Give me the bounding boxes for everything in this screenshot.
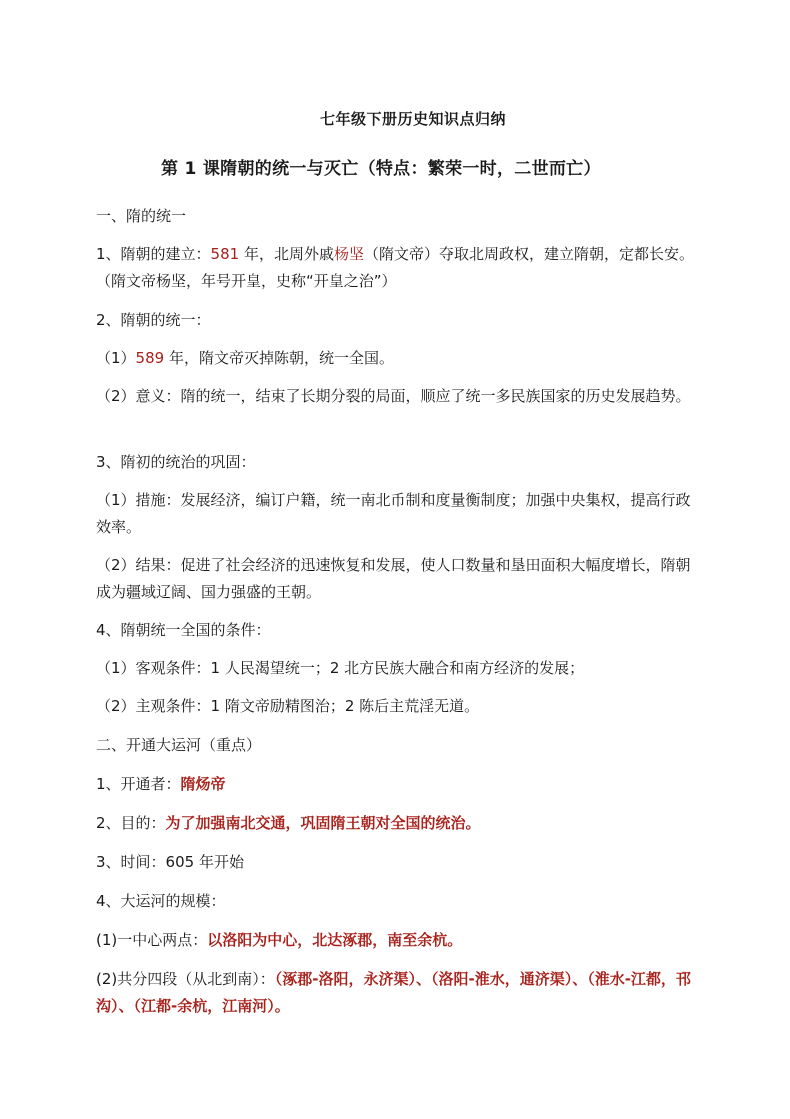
- section-heading-unification: 一、隋的统一: [96, 207, 187, 225]
- paragraph-measures: （1）措施：发展经济，编订户籍，统一南北币制和度量衡制度；加强中央集权，提高行政效率。: [96, 491, 691, 536]
- highlight-purpose: 为了加强南北交通，巩固隋王朝对全国的统治。: [165, 814, 481, 832]
- highlight-sections: （涿郡-洛阳，永济渠）、（洛阳-淮水，通济渠）、（淮水-江都，邗沟）、（江都-余杭，江南河）。: [96, 970, 691, 1015]
- text: (2)共分四段（从北到南）：: [96, 970, 275, 988]
- paragraph-589: [96, 345, 700, 372]
- paragraph-objective-conditions: （1）客观条件：1 人民渴望统一；2 北方民族大融合和南方经济的发展；: [96, 659, 585, 677]
- paragraph-significance: （2）意义：隋的统一，结束了长期分裂的局面，顺应了统一多民族国家的历史发展趋势。: [96, 387, 691, 405]
- text: 年，北周外戚: [239, 245, 334, 263]
- paragraph-scale: 4、大运河的规模：: [96, 892, 226, 910]
- text: （1）: [96, 349, 136, 367]
- text: (1)一中心两点：: [96, 931, 208, 949]
- document-title: 七年级下册历史知识点归纳: [320, 110, 507, 128]
- paragraph-time: 3、时间：605 年开始: [96, 853, 244, 871]
- text: （隋文帝）夺取北周政权，建立隋朝，定都长安。（隋文帝杨坚，年号开皇，史称“开皇之治”）: [96, 245, 694, 290]
- highlight-center: 以洛阳为中心，北达涿郡，南至余杭。: [207, 931, 463, 949]
- paragraph-results: （2）结果：促进了社会经济的迅速恢复和发展，使人口数量和垦田面积大幅度增长，隋朝成为疆域辽阔、国力强盛的王朝。: [96, 556, 691, 601]
- highlight-year: 581: [210, 245, 240, 263]
- highlight-person: 杨坚: [333, 245, 364, 263]
- paragraph-purpose: [96, 810, 700, 837]
- paragraph-unification: 2、隋朝的统一：: [96, 311, 211, 329]
- text: 1、隋朝的建立：: [96, 245, 211, 263]
- paragraph-founder: [96, 771, 700, 798]
- text: 2、目的：: [96, 814, 166, 832]
- text: 年，隋文帝灭掉陈朝，统一全国。: [164, 349, 394, 367]
- highlight-year: 589: [135, 349, 165, 367]
- paragraph-center-points: [96, 927, 700, 954]
- lesson-title: 第 1 课隋朝的统一与灭亡（特点：繁荣一时，二世而亡）: [161, 159, 601, 179]
- paragraph-consolidation: 3、隋初的统治的巩固：: [96, 453, 256, 471]
- highlight-emperor: 隋炀帝: [180, 775, 226, 793]
- paragraph-four-sections: [96, 966, 700, 1020]
- paragraph-founding: [96, 241, 700, 295]
- section-heading-grand-canal: 二、开通大运河（重点）: [96, 736, 262, 754]
- paragraph-subjective-conditions: （2）主观条件：1 隋文帝励精图治；2 陈后主荒淫无道。: [96, 697, 480, 715]
- paragraph-conditions: 4、隋朝统一全国的条件：: [96, 621, 271, 639]
- text: 1、开通者：: [96, 775, 181, 793]
